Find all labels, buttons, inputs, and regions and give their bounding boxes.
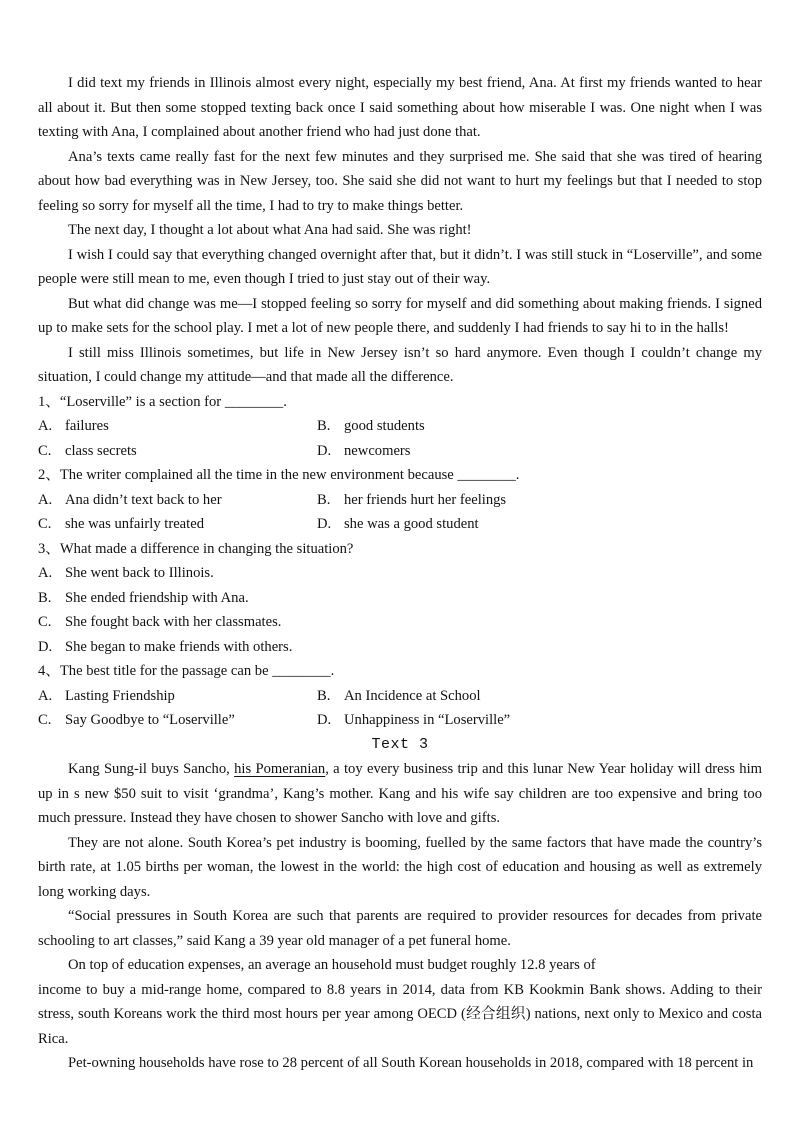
question-3-option-b — [38, 586, 762, 611]
question-3-stem: 3、What made a difference in changing the situation? — [38, 540, 354, 557]
passage1-paragraph-5: But what did change was me—I stopped feeling so sorry for myself and did something about making friends. I signed up to make sets for the school play. I met a lot of new people there, and suddenly I had friends to say hi to in the halls! — [38, 295, 762, 336]
option-letter: C. — [38, 712, 52, 728]
question-2-option-c — [38, 512, 317, 537]
question-4-option-c — [38, 708, 317, 733]
text3-paragraph-2: They are not alone. South Korea’s pet industry is booming, fuelled by the same factors that have made the country’s birth rate, at 1.05 births per woman, the lowest in the world: the high cost of education and housing as well as extremely long working days. — [38, 834, 762, 900]
option-letter: D. — [38, 638, 53, 655]
option-text: failures — [65, 418, 109, 434]
option-text: She ended friendship with Ana. — [65, 589, 249, 606]
text3-paragraph-1 — [38, 757, 762, 831]
question-4-option-a — [38, 684, 317, 709]
passage1-paragraph-2: Ana’s texts came really fast for the next few minutes and they surprised me. She said that she was tired of hearing about how bad everything was in New Jersey, too. She said she did not want to hurt my feelings but that I needed to stop feeling so sorry for myself all the time, I had to try to make things better. — [38, 148, 762, 214]
question-2-option-b — [317, 488, 762, 513]
question-4-option-d — [317, 708, 762, 733]
option-text: She fought back with her classmates. — [65, 614, 282, 630]
question-3-option-a — [38, 561, 762, 586]
option-text: Lasting Friendship — [65, 687, 175, 704]
option-letter: D. — [317, 712, 332, 728]
question-2 — [38, 463, 762, 537]
question-3-option-c — [38, 610, 762, 635]
passage1-paragraph-6: I still miss Illinois sometimes, but life in New Jersey isn’t so hard anymore. Even though I couldn’t change my situation, I could change my attitude—and that made all the difference. — [38, 344, 762, 385]
passage1-paragraph-4: I wish I could say that everything changed overnight after that, but it didn’t. I was still stuck in “Loserville”, and some people were still mean to me, even though I tried to just stay out of their way. — [38, 246, 762, 287]
question-4-option-b — [317, 684, 762, 709]
question-1-option-a — [38, 414, 317, 439]
question-1-option-d — [317, 439, 762, 464]
text3-paragraph-4-line1: On top of education expenses, an average an household must budget roughly 12.8 years of — [68, 957, 596, 973]
option-text: An Incidence at School — [344, 687, 481, 704]
option-text: newcomers — [344, 442, 411, 459]
passage1-paragraph-1: I did text my friends in Illinois almost every night, especially my best friend, Ana. At first my friends wanted to hear all about it. But then some stopped texting back once I said something about how miserable I was. One night when I was texting with Ana, I complained about another friend who had just done that. — [38, 75, 762, 140]
option-text: She began to make friends with others. — [65, 638, 293, 655]
question-2-option-d — [317, 512, 762, 537]
option-letter: A. — [38, 565, 53, 581]
option-text: She went back to Illinois. — [65, 565, 214, 581]
question-3 — [38, 537, 762, 660]
option-text: Unhappiness in “Loserville” — [344, 712, 511, 728]
option-letter: D. — [317, 516, 332, 532]
question-3-options — [38, 561, 762, 659]
question-2-option-a — [38, 488, 317, 513]
option-letter: D. — [317, 442, 332, 459]
option-letter: A. — [38, 418, 53, 434]
option-letter: C. — [38, 442, 52, 459]
option-text: her friends hurt her feelings — [344, 491, 507, 508]
option-letter: C. — [38, 516, 52, 532]
option-text: Say Goodbye to “Loserville” — [65, 712, 235, 728]
option-letter: A. — [38, 687, 53, 704]
question-1 — [38, 390, 762, 464]
question-2-stem: 2、The writer complained all the time in the new environment because ________. — [38, 467, 520, 483]
option-text: Ana didn’t text back to her — [65, 491, 222, 508]
option-text: she was unfairly treated — [65, 516, 204, 532]
text3-heading: Text 3 — [371, 735, 429, 753]
text3-paragraph-5: Pet-owning households have rose to 28 percent of all South Korean households in 2018, compared with 18 percent in — [68, 1055, 754, 1071]
question-1-options — [38, 414, 762, 463]
question-4-stem: 4、The best title for the passage can be ________. — [38, 663, 335, 679]
option-letter: B. — [317, 491, 331, 508]
question-1-stem: 1、“Loserville” is a section for ________. — [38, 393, 287, 410]
question-2-options — [38, 488, 762, 537]
option-text: class secrets — [65, 442, 137, 459]
question-1-option-b — [317, 414, 762, 439]
question-4 — [38, 659, 762, 733]
option-letter: A. — [38, 491, 53, 508]
passage-1 — [38, 71, 762, 390]
option-text: good students — [344, 418, 425, 434]
text3-p1-before: Kang Sung-il buys Sancho, — [68, 761, 235, 777]
option-letter: C. — [38, 614, 52, 630]
option-text: she was a good student — [344, 516, 479, 532]
option-letter: B. — [38, 589, 52, 606]
question-1-option-c — [38, 439, 317, 464]
text3-p1-after: , a toy every business trip and this lunar New Year holiday will dress him up in s new $50 suit to visit ‘grandma’, Kang’s mother. Kang and his wife say children are too expensive and bring too much pressure. Instead they have chosen to shower Sancho with love and gifts. — [38, 761, 762, 826]
option-letter: B. — [317, 418, 331, 434]
question-3-option-d — [38, 635, 762, 660]
question-4-options — [38, 684, 762, 733]
text3-paragraph-4-continuation: income to buy a mid-range home, compared to 8.8 years in 2014, data from KB Kookmin Bank shows. Adding to their stress, south Koreans work the third most hours per year among OECD (经合组织) nations, next only to Mexico and costa Rica. — [38, 981, 762, 1047]
questions-block — [38, 390, 762, 733]
text3-paragraph-3: “Social pressures in South Korea are such that parents are required to provider resources for decades from private schooling to art classes,” said Kang a 39 year old manager of a pet funeral home. — [38, 908, 762, 949]
option-letter: B. — [317, 687, 331, 704]
text3-p1-underlined-phrase: his Pomeranian — [234, 761, 326, 777]
passage-text3 — [38, 733, 762, 1076]
passage1-paragraph-3: The next day, I thought a lot about what Ana had said. She was right! — [68, 222, 472, 238]
